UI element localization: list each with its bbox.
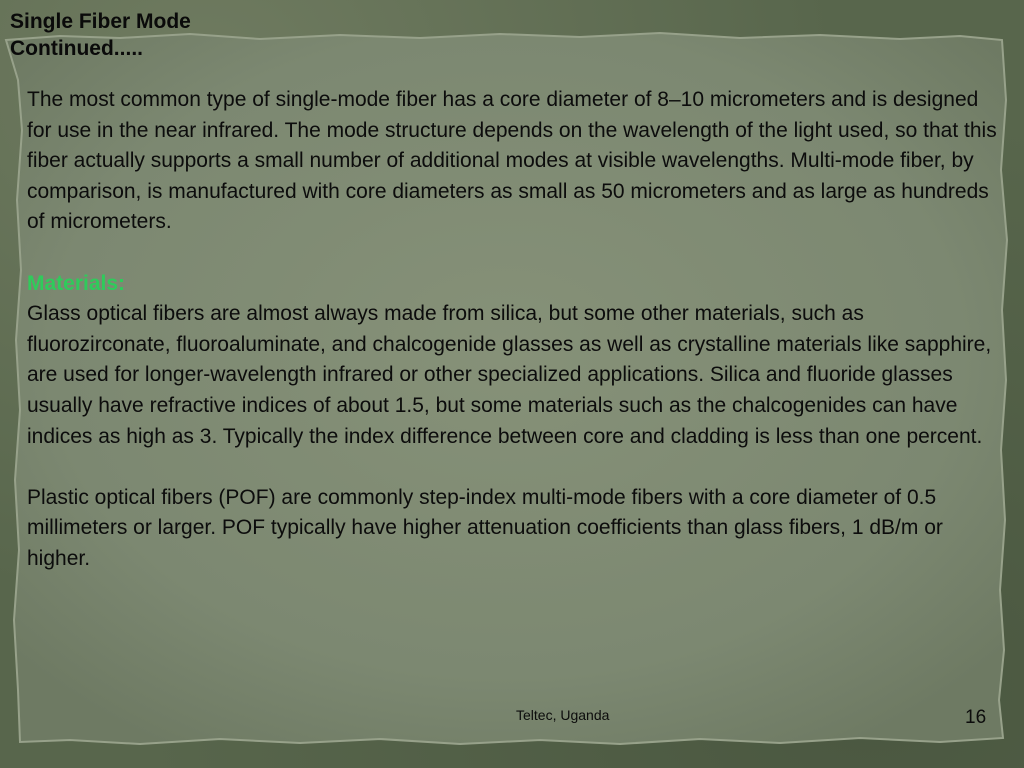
title-line-2: Continued..... <box>10 37 143 60</box>
paragraph-single-mode: The most common type of single-mode fiber has a core diameter of 8–10 micrometers and is designed for use in the near infrared. The mode structure depends on the wavelength of the light used, so that this fiber actually supports a small number of additional modes at visible wavelengths. Multi-mode fiber, by comparison, is manufactured with core diameters as small as 50 micrometers and as large as hundreds of micrometers. <box>27 88 997 234</box>
spacer <box>27 238 1007 269</box>
footer-text: Teltec, Uganda <box>516 707 610 723</box>
spacer <box>27 452 1007 483</box>
materials-heading: Materials: <box>27 271 126 295</box>
title-line-1: Single Fiber Mode <box>10 10 191 33</box>
slide-body <box>27 85 1007 575</box>
page-number: 16 <box>965 707 987 728</box>
paragraph-materials: Glass optical fibers are almost always made from silica, but some other materials, such as fluorozirconate, fluoroaluminate, and chalcogenide glasses as well as crystalline materials like sapphire, are used for longer-wavelength infrared or other specialized applications. Silica and fluoride glasses usually have refractive indices of about 1.5, but some materials such as the chalcogenides can have indices as high as 3. Typically the index difference between core and cladding is less than one percent. <box>27 302 992 448</box>
paragraph-plastic-fibers: Plastic optical fibers (POF) are commonly step-index multi-mode fibers with a core diameter of 0.5 millimeters or larger. POF typically have higher attenuation coefficients than glass fibers, 1 dB/m or higher. <box>27 485 943 570</box>
page-title <box>10 8 191 62</box>
